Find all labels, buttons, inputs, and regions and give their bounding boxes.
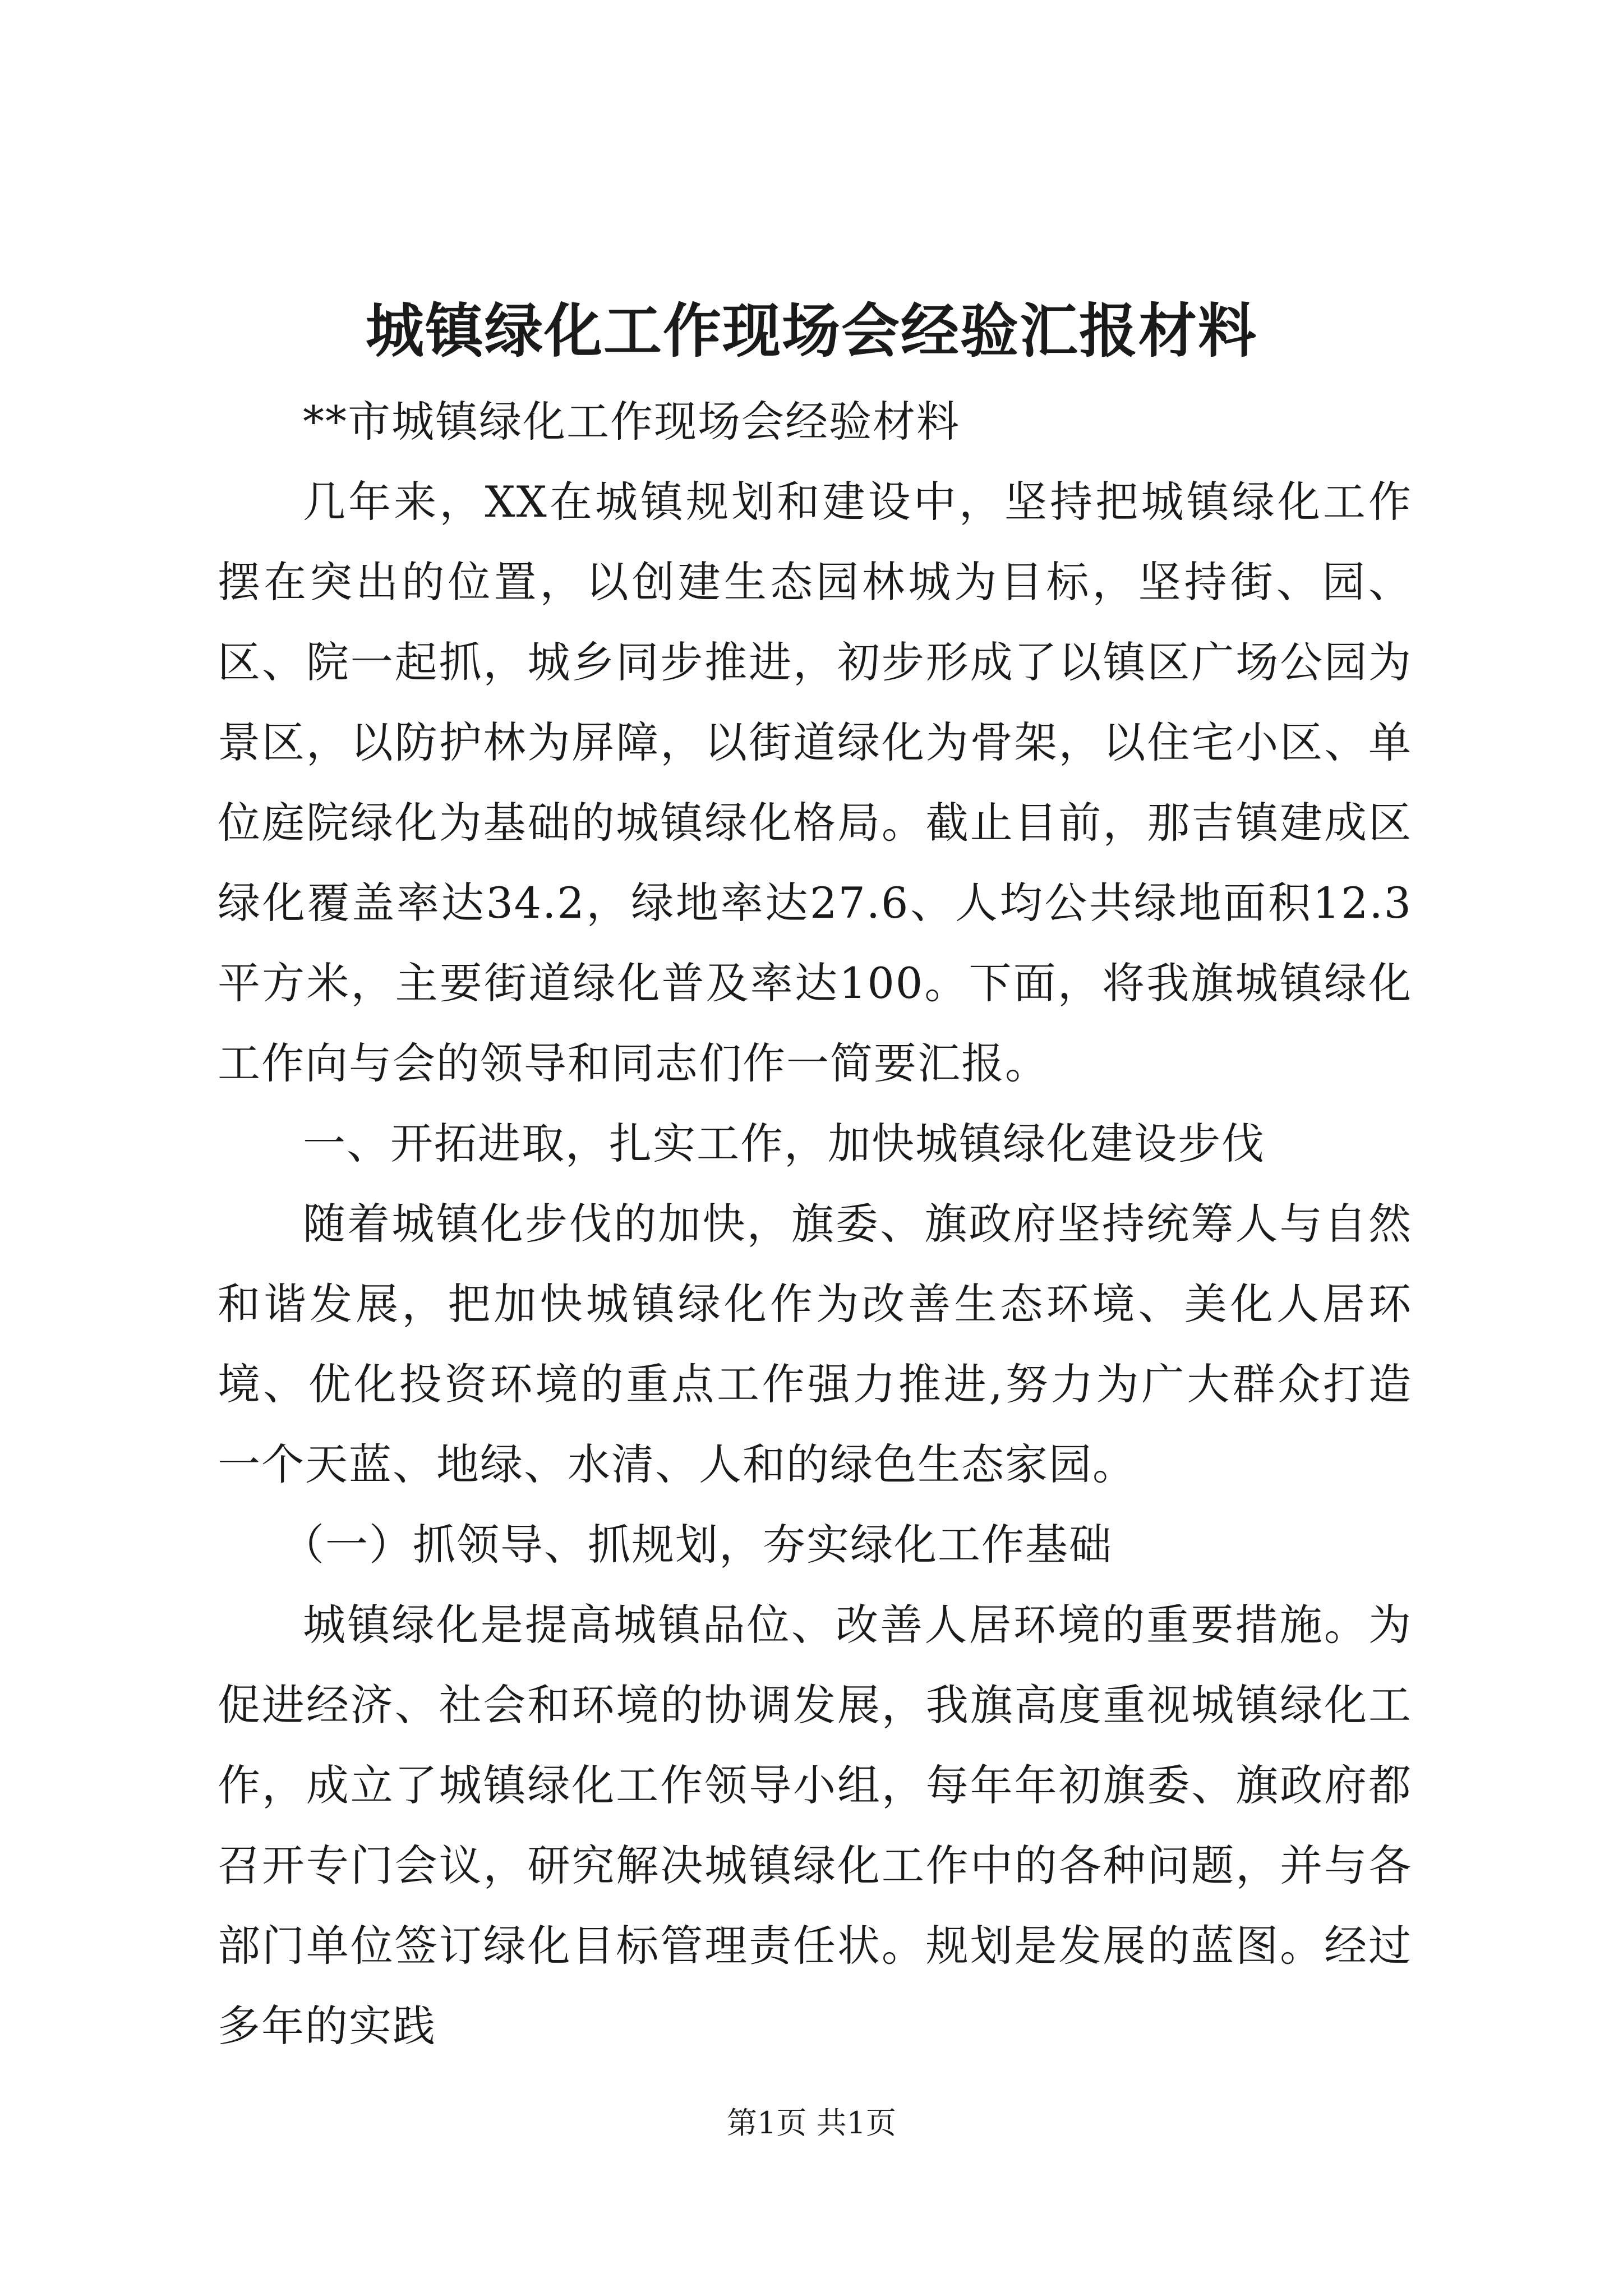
document-body (218, 381, 1412, 2066)
body-paragraph: 随着城镇化步伐的加快，旗委、旗政府坚持统筹人与自然和谐发展，把加快城镇绿化作为改善生态环境、美化人居环境、优化投资环境的重点工作强力推进,努力为广大群众打造一个天蓝、地绿、水清、人和的绿色生态家园。 (218, 1199, 1412, 1489)
page-footer: 第1页 共1页 (727, 2105, 896, 2141)
subtitle-paragraph: **市城镇绿化工作现场会经验材料 (303, 397, 960, 447)
document-title: 城镇绿化工作现场会经验汇报材料 (365, 296, 1257, 365)
subsection-heading: （一）抓领导、抓规划，夯实绿化工作基础 (282, 1520, 1113, 1570)
section-heading: 一、开拓进取，扎实工作，加快城镇绿化建设步伐 (303, 1119, 1265, 1168)
body-paragraph: 城镇绿化是提高城镇品位、改善人居环境的重要措施。为促进经济、社会和环境的协调发展，我旗高度重视城镇绿化工作，成立了城镇绿化工作领导小组，每年年初旗委、旗政府都召开专门会议，研究解决城镇绿化工作中的各种问题，并与各部门单位签订绿化目标管理责任状。规划是发展的蓝图。经过多年的实践 (218, 1600, 1412, 2051)
body-paragraph: 几年来，XX在城镇规划和建设中，坚持把城镇绿化工作摆在突出的位置，以创建生态园林城为目标，坚持街、园、区、院一起抓，城乡同步推进，初步形成了以镇区广场公园为景区，以防护林为屏障，以街道绿化为骨架，以住宅小区、单位庭院绿化为基础的城镇绿化格局。截止目前，那吉镇建成区绿化覆盖率达34.2，绿地率达27.6、人均公共绿地面积12.3平方米，主要街道绿化普及率达100。下面，将我旗城镇绿化工作向与会的领导和同志们作一简要汇报。 (218, 477, 1412, 1088)
